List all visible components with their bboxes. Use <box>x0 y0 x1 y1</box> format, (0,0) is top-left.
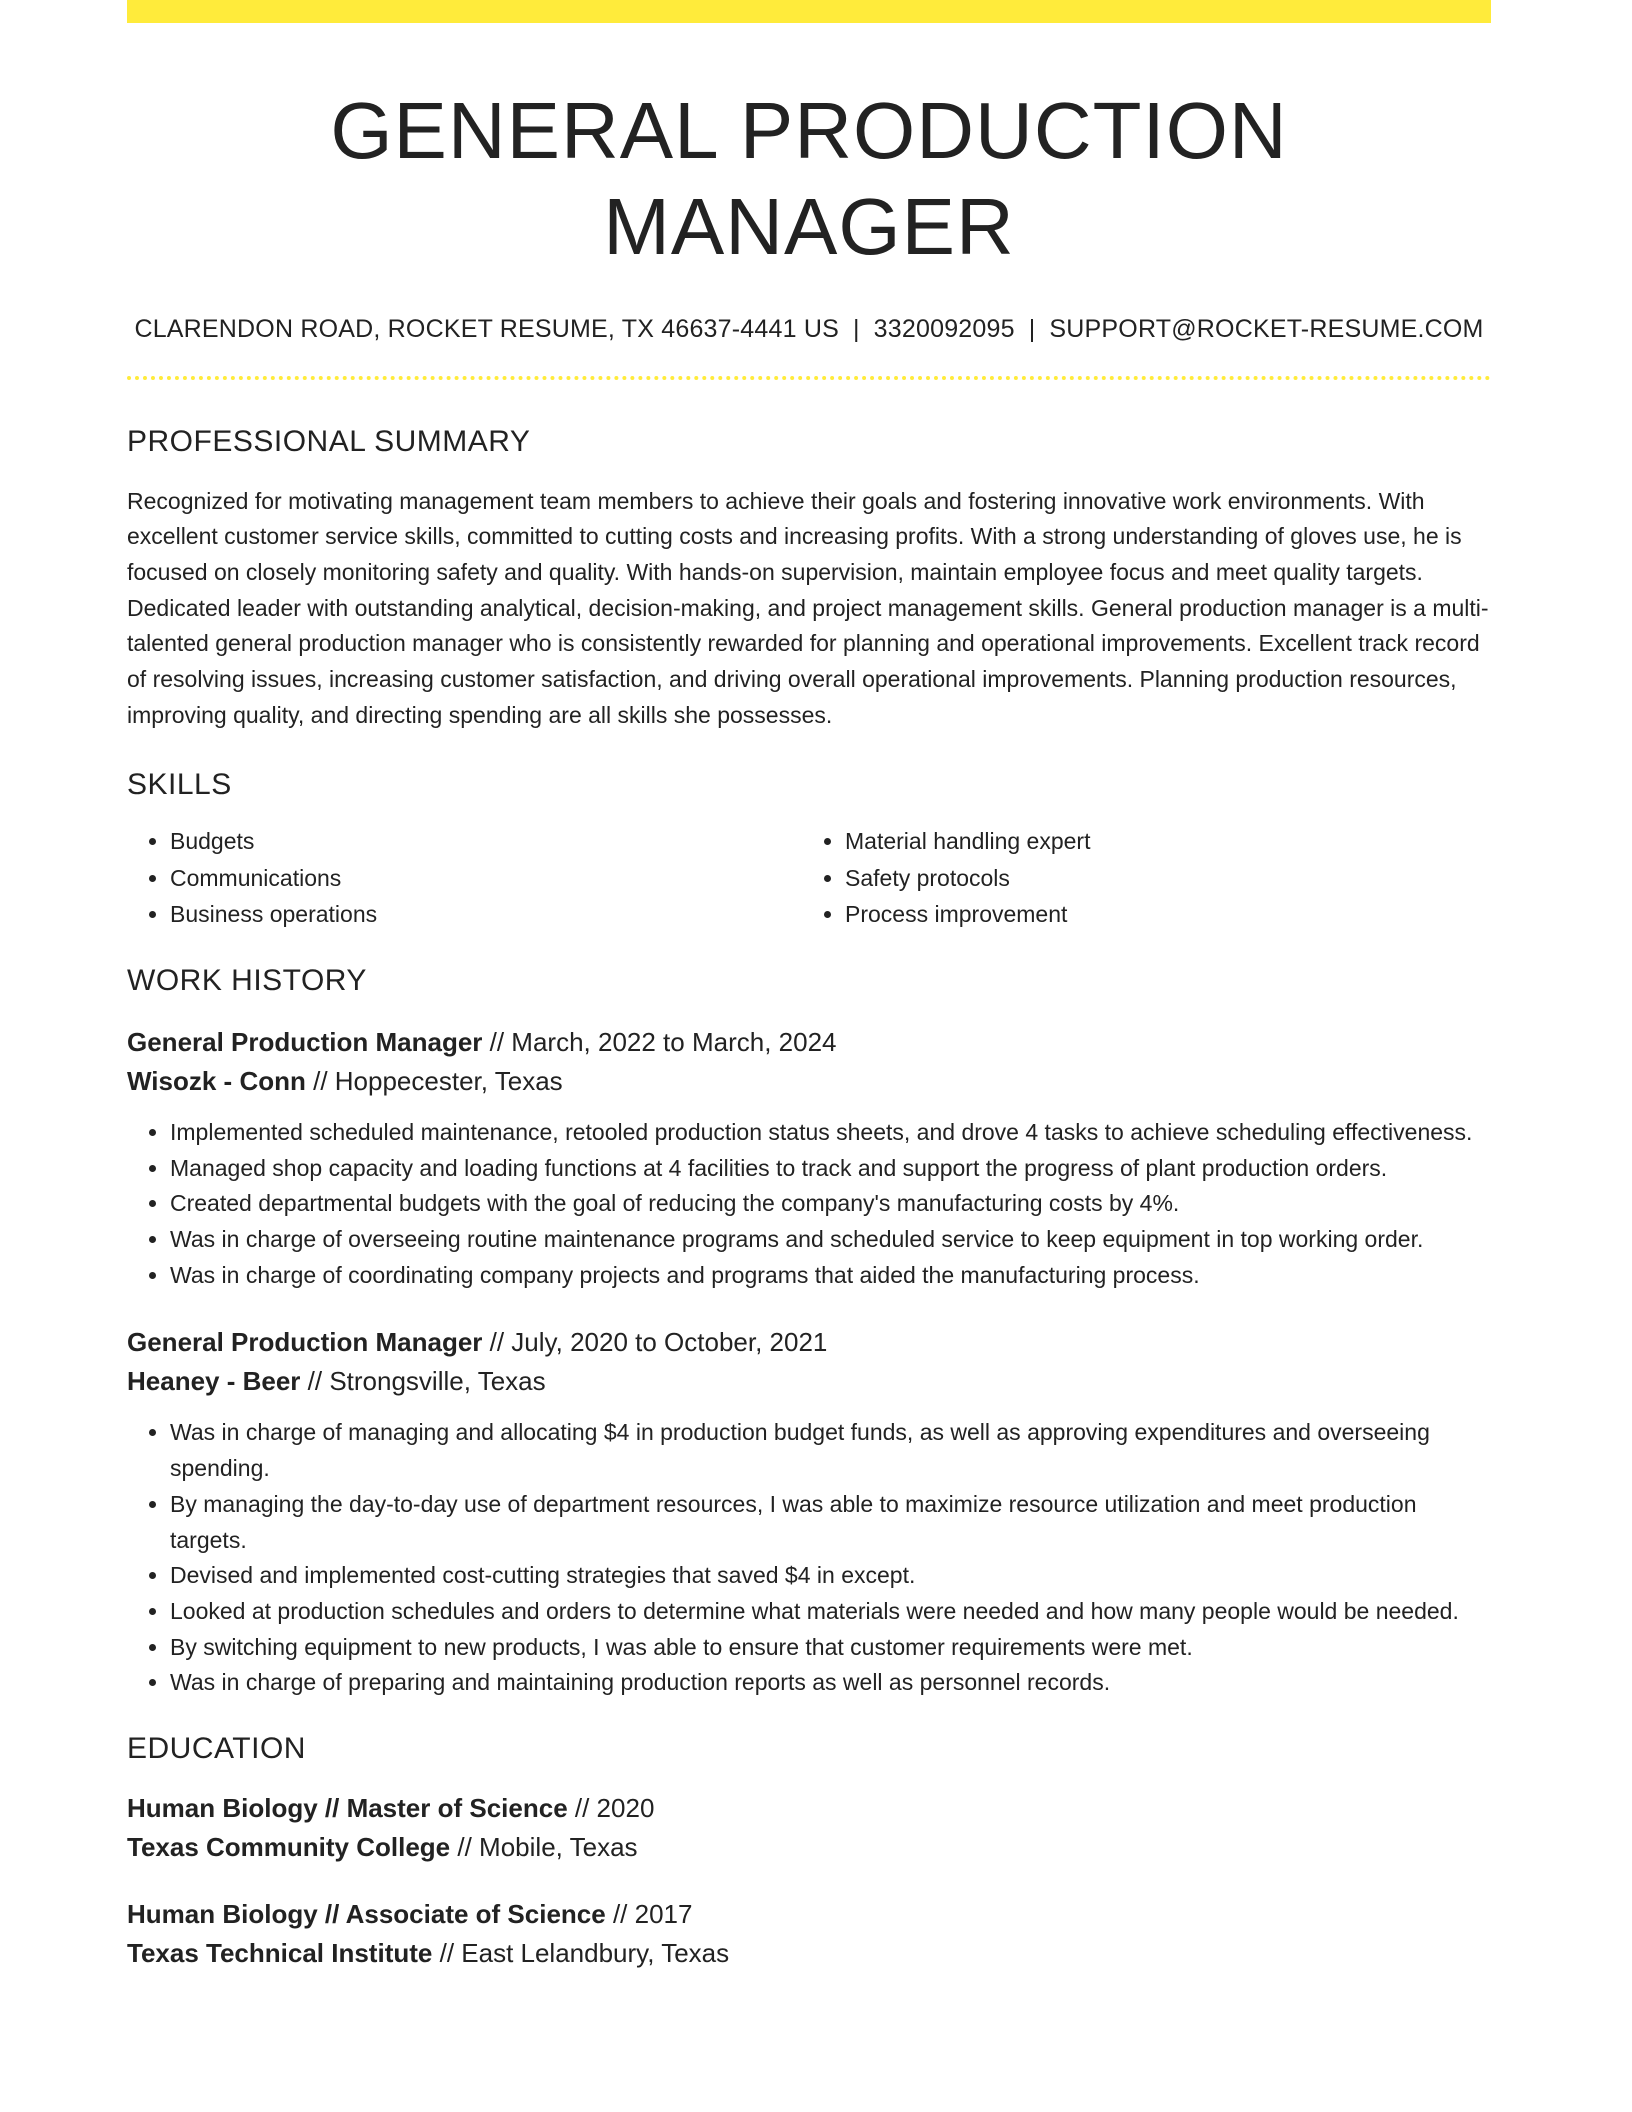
job-bullet: • Implemented scheduled maintenance, retooled production status sheets, and drove 4 tasks to achieve scheduling effectiveness. <box>170 1115 1491 1151</box>
job-bullet: • Was in charge of overseeing routine maintenance programs and scheduled service to keep equipment in top working order. <box>170 1222 1491 1258</box>
education-location: // Mobile, Texas <box>457 1832 638 1863</box>
summary-text: Recognized for motivating management team members to achieve their goals and fostering innovative work environments. With excellent customer service skills, committed to cutting costs and increasing profits. With a strong understanding of gloves use, he is focused on closely monitoring safety and quality. With hands-on supervision, maintain employee focus and meet quality targets. Dedicated leader with outstanding analytical, decision-making, and project management skills. General production manager is a multi-talented general production manager who is consistently rewarded for planning and operational improvements. Excellent track record of resolving issues, increasing customer satisfaction, and driving overall operational improvements. Planning production resources, improving quality, and directing spending are all skills she possesses. <box>127 487 1489 728</box>
job-role: General Production Manager <box>127 1327 483 1358</box>
dotted-divider <box>127 376 1491 380</box>
skill-item: • Business operations <box>170 896 800 933</box>
education-school-line <box>127 1828 1491 1867</box>
job-bullet: • Was in charge of coordinating company projects and programs that aided the manufacturing process. <box>170 1258 1491 1294</box>
job-bullet: • By managing the day-to-day use of department resources, I was able to maximize resource utilization and meet production targets. <box>170 1487 1491 1558</box>
education-degree: Human Biology // Associate of Science <box>127 1899 606 1930</box>
job-bullet: • By switching equipment to new products, I was able to ensure that customer requirements were met. <box>170 1630 1491 1666</box>
job-bullet: • Was in charge of preparing and maintaining production reports as well as personnel records. <box>170 1665 1491 1701</box>
contact-email[interactable]: SUPPORT@ROCKET-RESUME.COM <box>1049 315 1484 343</box>
education-location: // East Lelandbury, Texas <box>439 1938 730 1969</box>
skills-heading: SKILLS <box>127 768 232 802</box>
job-bullet: • Was in charge of managing and allocating $4 in production budget funds, as well as approving expenditures and overseeing spending. <box>170 1415 1491 1486</box>
job-company-line <box>127 1362 1491 1401</box>
education-school: Texas Technical Institute <box>127 1938 433 1969</box>
job-bullet: • Looked at production schedules and orders to determine what materials were needed and how many people would be needed. <box>170 1594 1491 1630</box>
summary-heading: PROFESSIONAL SUMMARY <box>127 424 531 458</box>
job-bullets <box>127 1115 1491 1294</box>
skills-grid <box>127 823 1491 933</box>
job-role: General Production Manager <box>127 1026 483 1057</box>
candidate-name: GENERAL PRODUCTION MANAGER <box>330 86 1288 271</box>
job-location: // Hoppecester, Texas <box>313 1065 563 1096</box>
job-company: Heaney - Beer <box>127 1366 301 1397</box>
contact-separator: | <box>1028 315 1036 343</box>
skill-item: • Material handling expert <box>845 823 1475 860</box>
contact-address: CLARENDON ROAD, ROCKET RESUME, TX 46637-4441 US <box>134 315 839 343</box>
education-school-line <box>127 1934 1491 1973</box>
skill-item: • Safety protocols <box>845 860 1475 897</box>
skill-item: • Communications <box>170 860 800 897</box>
job-company-line <box>127 1062 1491 1101</box>
job-company: Wisozk - Conn <box>127 1065 306 1096</box>
job-dates: // March, 2022 to March, 2024 <box>489 1026 837 1057</box>
education-year: // 2020 <box>574 1793 655 1824</box>
contact-phone[interactable]: 3320092095 <box>873 315 1015 343</box>
education-degree-line <box>127 1789 1491 1828</box>
education-heading: EDUCATION <box>127 1732 306 1766</box>
job-bullets <box>127 1415 1491 1701</box>
job-bullet: • Devised and implemented cost-cutting strategies that saved $4 in except. <box>170 1558 1491 1594</box>
education-degree-line <box>127 1895 1491 1934</box>
education-degree: Human Biology // Master of Science <box>127 1793 568 1824</box>
contact-separator: | <box>852 315 860 343</box>
job-dates: // July, 2020 to October, 2021 <box>489 1327 828 1358</box>
skill-item: • Process improvement <box>845 896 1475 933</box>
skills-column-right <box>800 823 1475 933</box>
work-history-heading: WORK HISTORY <box>127 963 367 997</box>
contact-line <box>127 313 1491 346</box>
job-location: // Strongsville, Texas <box>307 1366 546 1397</box>
resume-page <box>127 0 1491 1973</box>
job-title-line <box>127 1023 1491 1062</box>
accent-top-bar <box>127 0 1491 23</box>
job-bullet: • Created departmental budgets with the goal of reducing the company's manufacturing costs by 4%. <box>170 1186 1491 1222</box>
skill-item: • Budgets <box>170 823 800 860</box>
education-school: Texas Community College <box>127 1832 451 1863</box>
education-year: // 2017 <box>612 1899 693 1930</box>
job-bullet: • Managed shop capacity and loading functions at 4 facilities to track and support the progress of plant production orders. <box>170 1151 1491 1187</box>
job-title-line <box>127 1323 1491 1362</box>
skills-column-left <box>127 823 800 933</box>
